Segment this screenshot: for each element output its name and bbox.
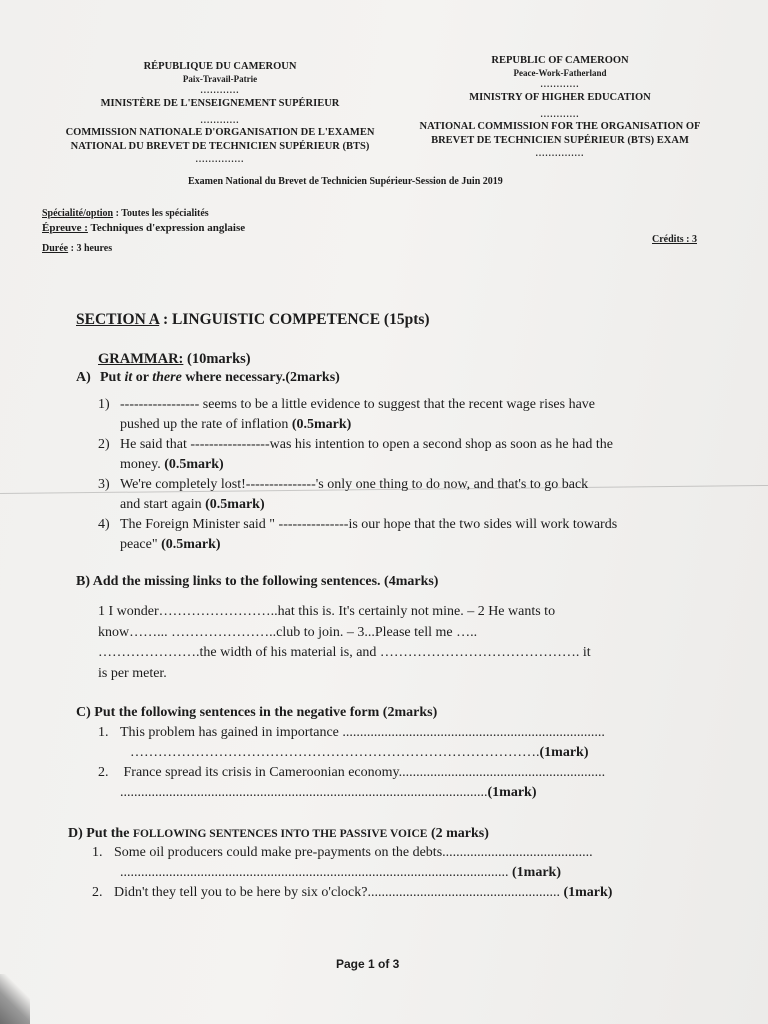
part-c-list	[98, 723, 673, 803]
list-item	[98, 515, 673, 555]
item-mark: (0.5mark)	[291, 417, 352, 432]
part-a-heading	[76, 368, 340, 388]
duration-value: : 3 heures	[68, 243, 113, 254]
part-a-letter: A)	[76, 370, 91, 385]
item-mark: (1mark)	[512, 865, 561, 880]
separator-dots: ...............	[535, 147, 585, 158]
word-there: there	[152, 370, 182, 385]
paper-corner-shadow	[0, 974, 30, 1024]
grammar-label: GRAMMAR:	[98, 351, 184, 367]
item-mark: (1mark)	[563, 885, 613, 900]
part-c-heading: C) Put the following sentences in the negative form (2marks)	[76, 705, 438, 720]
item-number: 2)	[98, 437, 110, 452]
item-mark: (0.5mark)	[164, 457, 224, 472]
part-b-line: 1 I wonder……………………..hat this is. It's certainly not mine. – 2 He wants to	[98, 604, 556, 619]
item-number: 2.	[92, 885, 103, 900]
item-number: 1)	[98, 397, 110, 412]
item-mark: (1mark)	[487, 785, 537, 800]
paper-value: Techniques d'expression anglaise	[87, 222, 246, 234]
separator-dots: ............	[200, 114, 240, 125]
item-text: He said that -----------------was his intention to open a second shop as soon as he had the	[120, 437, 613, 452]
item-number: 2.	[98, 765, 109, 780]
item-mark: (0.5mark)	[205, 497, 265, 512]
item-mark: (1mark)	[539, 745, 589, 760]
item-text: Some oil producers could make pre-payments on the debts...........................................	[114, 845, 593, 860]
commission-fr-line1: COMMISSION NATIONALE D'ORGANISATION DE L'EXAMEN	[65, 127, 375, 139]
list-item	[98, 395, 673, 435]
part-d-list	[92, 843, 672, 903]
commission-fr-line2: NATIONAL DU BREVET DE TECHNICIEN SUPÉRIEUR (BTS)	[70, 140, 370, 152]
list-item	[92, 843, 672, 863]
separator-dots: ............	[540, 108, 580, 119]
part-d-heading-start: D) Put the	[68, 826, 133, 841]
ministry-fr: MINISTÈRE DE L'ENSEIGNEMENT SUPÉRIEUR	[100, 98, 340, 110]
list-item-answer	[92, 863, 672, 883]
part-a-instruction: Put	[100, 370, 125, 385]
item-text-cont: and start again	[120, 497, 206, 512]
section-a-heading	[76, 311, 430, 329]
part-b-text	[98, 602, 673, 684]
part-b-line: is per meter.	[98, 665, 167, 681]
list-item-answer	[98, 783, 673, 803]
list-item	[92, 883, 672, 903]
item-text-cont: peace"	[120, 537, 162, 552]
separator-dots: ...............	[195, 153, 245, 164]
section-a-title: : LINGUISTIC COMPETENCE (15pts)	[159, 311, 430, 328]
separator-dots: ............	[200, 85, 240, 96]
part-b-line: know……... …………………..club to join. – 3...Please tell me …..	[98, 624, 478, 640]
header-left	[60, 60, 380, 165]
list-item	[98, 723, 673, 743]
motto-en: Peace-Work-Fatherland	[513, 67, 607, 78]
paper-label: Épreuve :	[42, 222, 88, 234]
commission-en-line1: NATIONAL COMMISSION FOR THE ORGANISATION OF	[419, 121, 701, 133]
speciality-label: Spécialité/option	[42, 208, 114, 219]
answer-dots: …………………………………………………………………………….	[130, 745, 540, 760]
answer-dots: ...............................................................................................................	[120, 865, 509, 880]
item-text: We're completely lost!---------------'s only one thing to do now, and that's to go back	[120, 477, 589, 492]
item-number: 1.	[92, 845, 103, 860]
header-right	[410, 54, 710, 159]
item-text-cont: money.	[120, 457, 165, 472]
list-item-answer	[98, 743, 673, 763]
grammar-marks: (10marks)	[183, 351, 251, 367]
list-item	[98, 475, 673, 515]
part-b-line: ………………….the width of his material is, and ……………………………………. it	[98, 645, 591, 660]
speciality-value: : Toutes les spécialités	[113, 208, 209, 219]
answer-dots: .........................................................................................................	[120, 785, 488, 800]
item-text: This problem has gained in importance ...........................................................................	[120, 725, 605, 740]
ministry-en: MINISTRY OF HIGHER EDUCATION	[469, 92, 651, 104]
item-number: 3)	[98, 477, 110, 492]
item-text: Didn't they tell you to be here by six o'clock?.......................................................	[114, 885, 560, 900]
separator-dots: ............	[540, 79, 580, 90]
part-d-heading-marks: (2 marks)	[427, 826, 489, 841]
country-en: REPUBLIC OF CAMEROON	[491, 55, 629, 66]
motto-fr: Paix-Travail-Patrie	[182, 73, 258, 84]
country-fr: RÉPUBLIQUE DU CAMEROUN	[143, 61, 297, 72]
word-or: or	[132, 370, 153, 385]
paper-line	[42, 222, 245, 234]
item-text: ----------------- seems to be a little evidence to suggest that the recent wage rises have	[120, 397, 596, 412]
duration-label: Durée	[42, 243, 69, 254]
word-it: it	[124, 370, 133, 385]
list-item	[98, 763, 673, 783]
item-mark: (0.5mark)	[161, 537, 221, 552]
list-item	[98, 435, 673, 475]
page-number: Page 1 of 3	[336, 957, 400, 971]
part-d-heading-caps: FOLLOWING SENTENCES INTO THE PASSIVE VOICE	[132, 828, 428, 840]
part-d-heading	[68, 824, 489, 844]
grammar-heading	[98, 349, 251, 369]
duration-line	[42, 243, 112, 254]
exam-title: Examen National du Brevet de Technicien Supérieur-Session de Juin 2019	[188, 176, 503, 187]
item-number: 4)	[98, 517, 110, 532]
part-a-list	[98, 395, 673, 555]
item-text: The Foreign Minister said " ---------------is our hope that the two sides will work towards	[120, 517, 618, 532]
item-text-cont: pushed up the rate of inflation	[120, 417, 292, 432]
item-text: France spread its crisis in Cameroonian economy...........................................................	[123, 765, 606, 780]
part-a-instruction-end: where necessary.(2marks)	[181, 370, 340, 385]
item-number: 1.	[98, 725, 109, 740]
commission-en-line2: BREVET DE TECHNICIEN SUPÉRIEUR (BTS) EXAM	[431, 134, 689, 146]
part-b-heading: B) Add the missing links to the following sentences. (4marks)	[76, 574, 439, 589]
speciality-line	[42, 208, 209, 219]
section-a-label: SECTION A	[76, 311, 160, 328]
credits: Crédits : 3	[652, 234, 697, 245]
